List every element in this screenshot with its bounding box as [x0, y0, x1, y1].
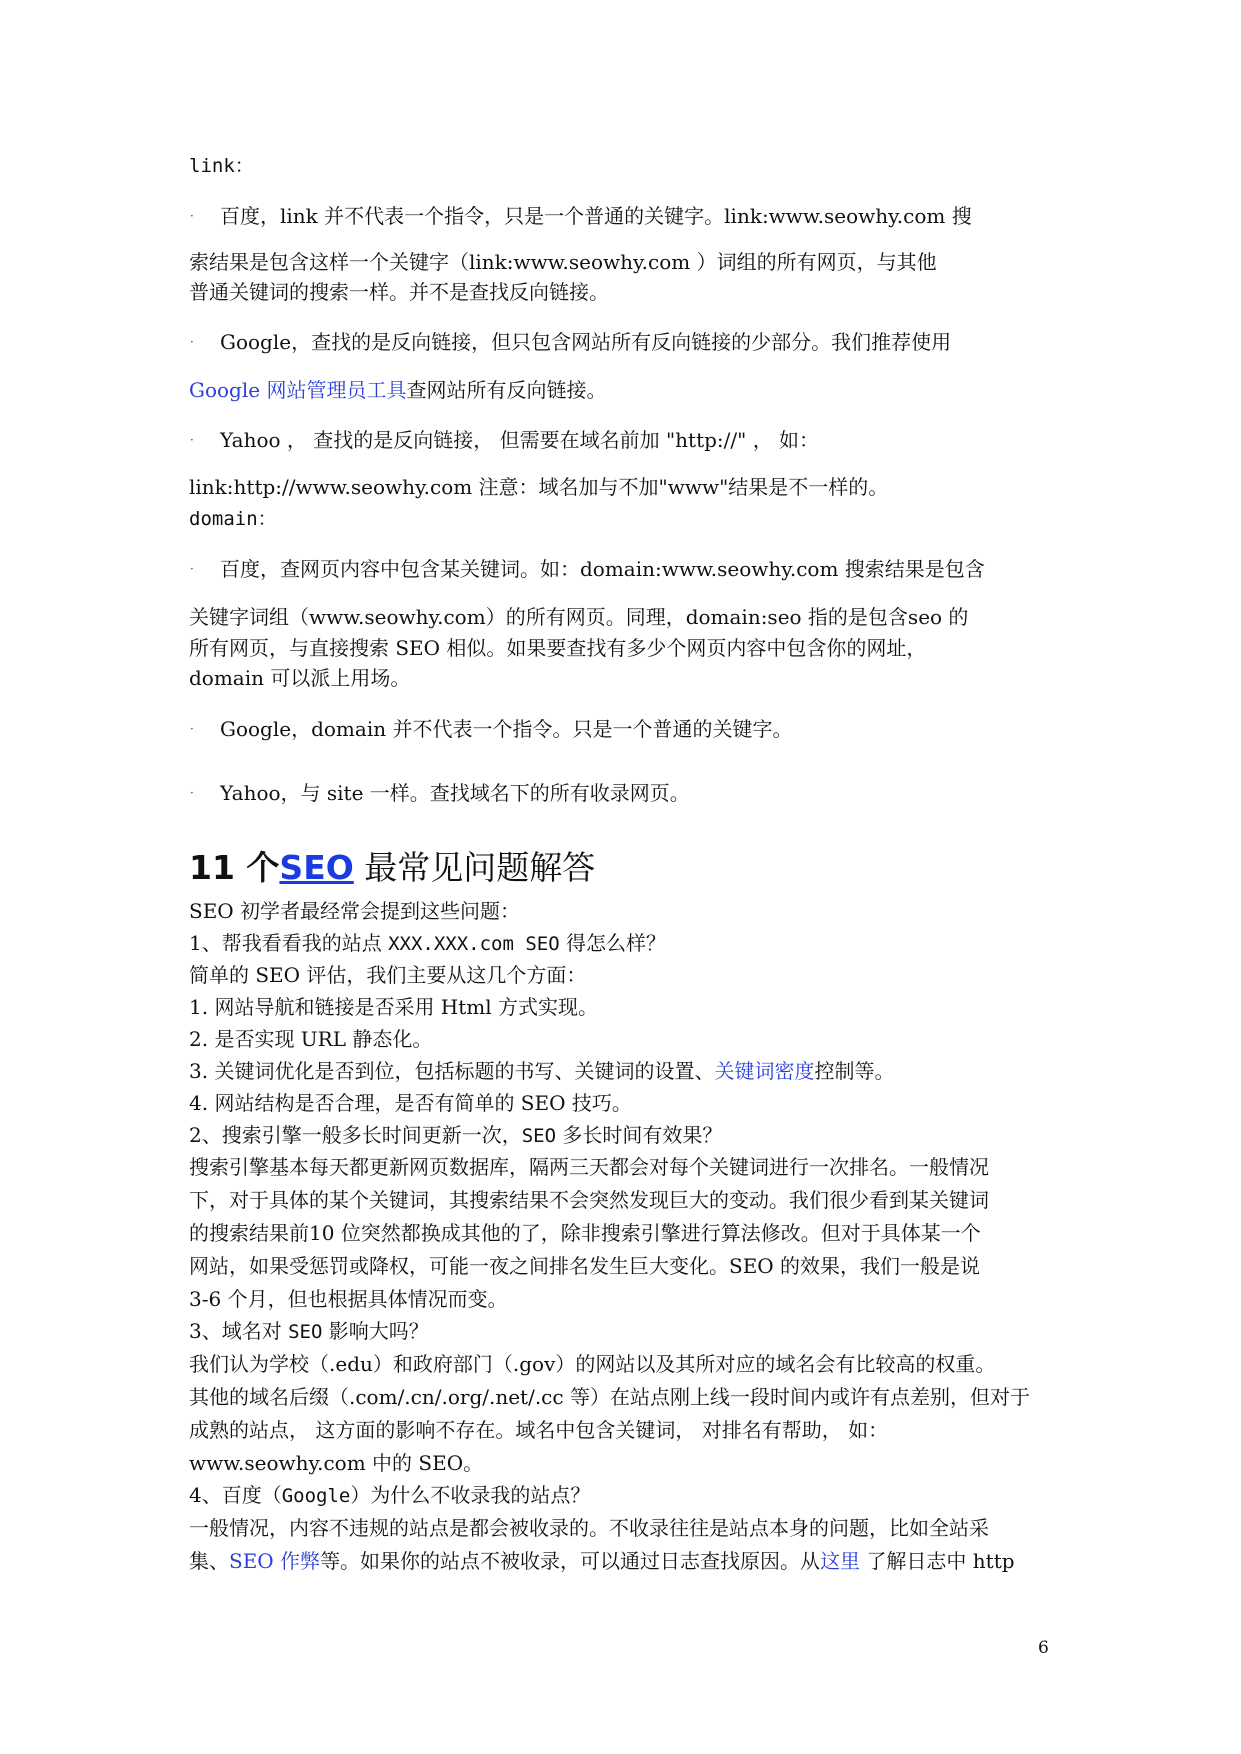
- keyword-density-link[interactable]: 关键词密度: [714, 1059, 815, 1083]
- paragraph-line: www.seowhy.com 中的 SEO。: [189, 1451, 484, 1475]
- webmaster-tools-link[interactable]: Google 网站管理员工具: [189, 378, 407, 402]
- paragraph-line: 3-6 个月，但也根据具体情况而变。: [189, 1287, 508, 1311]
- paragraph-line: Yahoo ， 查找的是反向链接， 但需要在域名前加 "http://" ， 如：: [220, 428, 820, 452]
- paragraph-line: domain 可以派上用场。: [189, 666, 411, 690]
- bullet: ·: [190, 562, 194, 576]
- list-item: 1. 网站导航和链接是否采用 Html 方式实现。: [189, 995, 598, 1019]
- seo-link[interactable]: SEO: [279, 848, 354, 887]
- paragraph-line: link:http://www.seowhy.com 注意：域名加与不加"www"结果是不一样的。: [189, 475, 889, 499]
- bullet: ·: [190, 335, 194, 349]
- text-span: 控制等。: [814, 1059, 895, 1083]
- bullet: ·: [190, 209, 194, 223]
- text-span: ）为什么不收录我的站点？: [350, 1483, 591, 1507]
- paragraph-line: 网站，如果受惩罚或降权，可能一夜之间排名发生巨大变化。SEO 的效果，我们一般是说: [189, 1254, 981, 1278]
- text-span: 查网站所有反向链接。: [406, 378, 607, 402]
- text-span: 影响大吗？: [322, 1319, 429, 1343]
- paragraph-line: 普通关键词的搜索一样。并不是查找反向链接。: [189, 280, 609, 304]
- text-span: 3. 关键词优化是否到位，包括标题的书写、关键词的设置、: [189, 1059, 715, 1083]
- text-span: 得怎么样？: [559, 931, 667, 955]
- here-link[interactable]: 这里: [820, 1549, 861, 1573]
- question-1: [189, 929, 666, 958]
- bullet: ·: [190, 786, 194, 800]
- seo-cheating-link[interactable]: SEO 作弊: [229, 1549, 321, 1573]
- paragraph-line: 百度，link 并不代表一个指令，只是一个普通的关键字。link:www.seowhy.com 搜: [220, 204, 972, 228]
- list-item: [189, 1057, 894, 1085]
- bullet: ·: [190, 433, 194, 447]
- text-span: XXX.XXX.com SEO: [388, 933, 560, 955]
- paragraph-line: 所有网页，与直接搜索 SEO 相似。如果要查找有多少个网页内容中包含你的网址，: [189, 636, 927, 660]
- paragraph-line: Google，查找的是反向链接，但只包含网站所有反向链接的少部分。我们推荐使用: [220, 330, 952, 354]
- paragraph-line: [189, 376, 606, 404]
- faq-intro: SEO 初学者最经常会提到这些问题：: [189, 899, 521, 923]
- text-span: SEO: [521, 1125, 557, 1147]
- heading-number: 11 个: [189, 848, 280, 887]
- paragraph-line: 索结果是包含这样一个关键字（link:www.seowhy.com ）词组的所有网页，与其他: [189, 250, 937, 274]
- section-title-domain: domain：: [189, 508, 277, 530]
- text-span: 1、帮我看看我的站点: [189, 931, 389, 955]
- paragraph-line: Google，domain 并不代表一个指令。只是一个普通的关键字。: [220, 717, 793, 741]
- text-span: 集、: [189, 1549, 229, 1573]
- bullet: ·: [190, 722, 194, 736]
- text-span: 了解日志中 http: [860, 1549, 1015, 1573]
- text-span: 多长时间有效果？: [556, 1123, 723, 1147]
- question-2: [189, 1121, 722, 1150]
- section-heading: [189, 846, 595, 890]
- heading-rest: 最常见问题解答: [353, 848, 596, 887]
- paragraph-line: 其他的域名后缀（.com/.cn/.org/.net/.cc 等）在站点刚上线一段时间内或许有点差别，但对于: [189, 1385, 1030, 1409]
- paragraph-line: 一般情况，内容不违规的站点是都会被收录的。不收录往往是站点本身的问题，比如全站采: [189, 1516, 989, 1540]
- list-item: 2. 是否实现 URL 静态化。: [189, 1027, 433, 1051]
- text-span: Google: [281, 1485, 351, 1507]
- paragraph-line: 百度，查网页内容中包含某关键词。如：domain:www.seowhy.com 搜索结果是包含: [220, 557, 985, 581]
- page-number: 6: [1038, 1638, 1049, 1658]
- paragraph-line: Yahoo，与 site 一样。查找域名下的所有收录网页。: [220, 781, 690, 805]
- question-3: [189, 1317, 429, 1346]
- text-span: 3、域名对: [189, 1319, 289, 1343]
- paragraph-line: 搜索引擎基本每天都更新网页数据库，隔两三天都会对每个关键词进行一次排名。一般情况: [189, 1155, 989, 1179]
- question-4: [189, 1481, 590, 1510]
- text-span: 等。如果你的站点不被收录，可以通过日志查找原因。从: [320, 1549, 821, 1573]
- paragraph-line: 成熟的站点， 这方面的影响不存在。域名中包含关键词， 对排名有帮助， 如：: [189, 1418, 889, 1442]
- paragraph-line: 关键字词组（www.seowhy.com）的所有网页。同理，domain:seo 指的是包含seo 的: [189, 605, 969, 629]
- text-span: SEO: [288, 1321, 323, 1343]
- list-item: 4. 网站结构是否合理，是否有简单的 SEO 技巧。: [189, 1091, 632, 1115]
- paragraph-line: [189, 1547, 1015, 1575]
- text-span: 2、搜索引擎一般多长时间更新一次，: [189, 1123, 522, 1147]
- section-title-link: link：: [189, 155, 254, 177]
- paragraph-line: 的搜索结果前10 位突然都换成其他的了，除非搜索引擎进行算法修改。但对于具体某一个: [189, 1221, 981, 1245]
- paragraph-line: 下，对于具体的某个关键词，其搜索结果不会突然发现巨大的变动。我们很少看到某关键词: [189, 1188, 989, 1212]
- paragraph-line: 我们认为学校（.edu）和政府部门（.gov）的网站以及其所对应的域名会有比较高的权重。: [189, 1352, 996, 1376]
- text-span: 4、百度（: [189, 1483, 282, 1507]
- paragraph-line: 简单的 SEO 评估，我们主要从这几个方面：: [189, 963, 587, 987]
